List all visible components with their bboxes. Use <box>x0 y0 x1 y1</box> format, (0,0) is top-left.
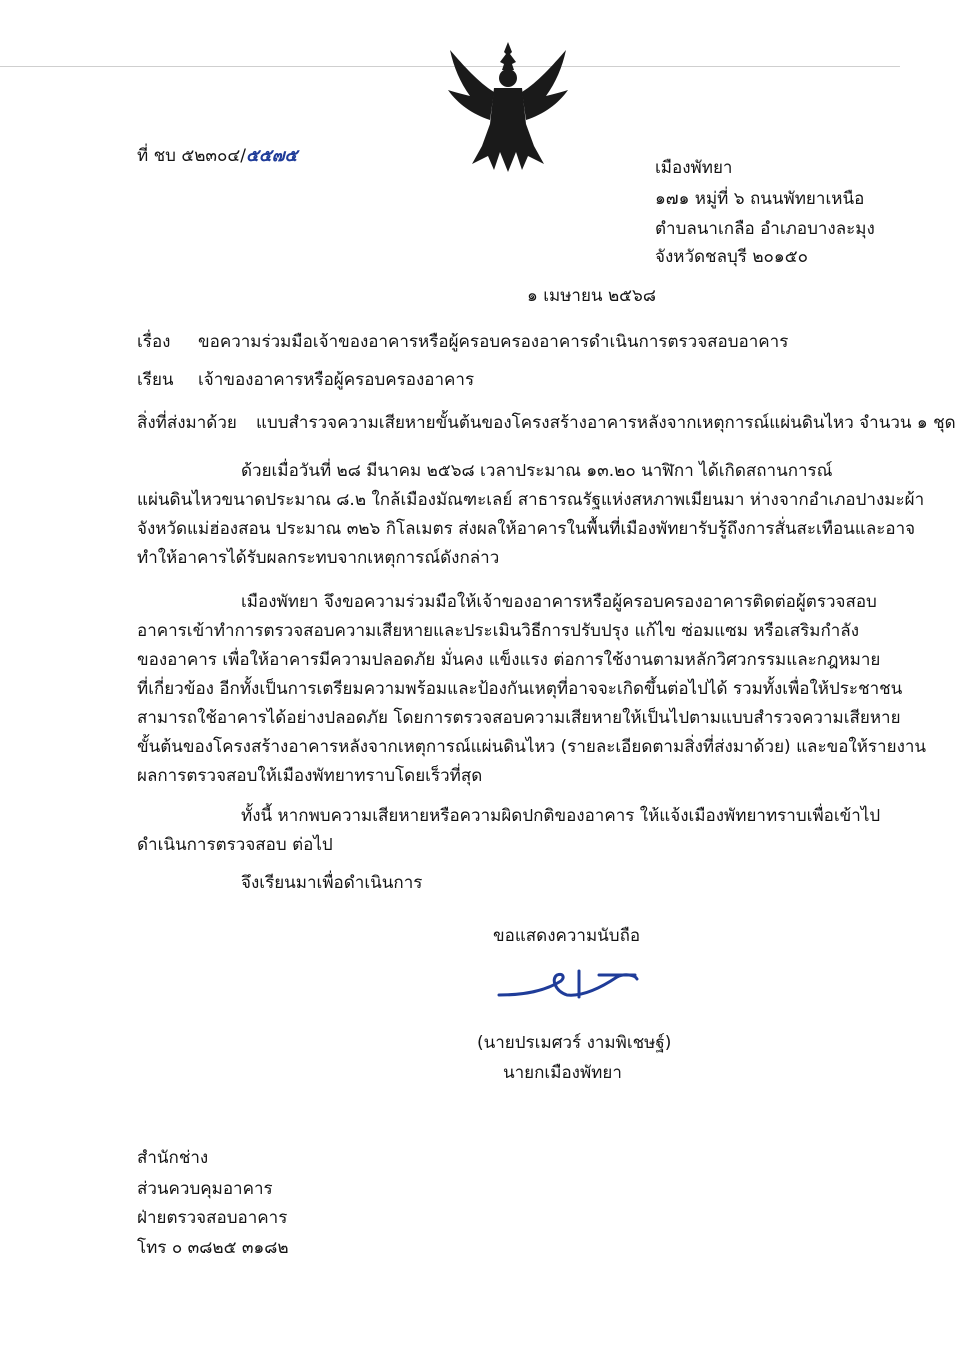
paragraph-line: จังหวัดแม่ฮ่องสอน ประมาณ ๓๒๖ กิโลเมตร ส่งผลให้อาคารในพื้นที่เมืองพัทยารับรู้ถึงการสั่นสะเทือนและอาจ <box>137 519 916 539</box>
sender-line-1: เมืองพัทยา <box>655 158 733 178</box>
body-paragraph-3 <box>137 802 881 860</box>
subject-label: เรื่อง <box>137 332 171 352</box>
footer-line-2: ส่วนควบคุมอาคาร <box>137 1179 273 1199</box>
attachment-text: แบบสำรวจความเสียหายขั้นต้นของโครงสร้างอาคารหลังจากเหตุการณ์แผ่นดินไหว จำนวน ๑ ชุด <box>256 413 956 433</box>
paragraph-line: เมืองพัทยา จึงขอความร่วมมือให้เจ้าของอาคารหรือผู้ครอบครองอาคารติดต่อผู้ตรวจสอบ <box>241 592 877 612</box>
footer-phone: โทร ๐ ๓๘๒๕ ๓๑๘๒ <box>137 1238 289 1258</box>
document-date: ๑ เมษายน ๒๕๖๘ <box>527 286 656 306</box>
subject-text: ขอความร่วมมือเจ้าของอาคารหรือผู้ครอบครองอาคารดำเนินการตรวจสอบอาคาร <box>198 332 789 352</box>
paragraph-line: แผ่นดินไหวขนาดประมาณ ๘.๒ ใกล้เมืองมัณฑะเลย์ สาธารณรัฐแห่งสหภาพเมียนมา ห่างจากอำเภอปางมะผ้า <box>137 490 925 510</box>
sender-line-2: ๑๗๑ หมู่ที่ ๖ ถนนพัทยาเหนือ <box>655 189 865 209</box>
footer-line-3: ฝ่ายตรวจสอบอาคาร <box>137 1208 288 1228</box>
paragraph-line: ทั้งนี้ หากพบความเสียหายหรือความผิดปกติของอาคาร ให้แจ้งเมืองพัทยาทราบเพื่อเข้าไป <box>241 806 881 826</box>
sender-line-4: จังหวัดชลบุรี ๒๐๑๕๐ <box>655 247 808 267</box>
body-paragraph-1 <box>137 457 925 573</box>
sender-line-3: ตำบลนาเกลือ อำเภอบางละมุง <box>655 219 875 239</box>
signer-name: (นายปรเมศวร์ งามพิเชษฐ์) <box>477 1033 672 1053</box>
recipient-text: เจ้าของอาคารหรือผู้ครอบครองอาคาร <box>198 370 475 390</box>
paragraph-line: ด้วยเมื่อวันที่ ๒๘ มีนาคม ๒๕๖๘ เวลาประมาณ ๑๓.๒๐ นาฬิกา ได้เกิดสถานการณ์ <box>241 461 833 481</box>
salutation: ขอแสดงความนับถือ <box>493 926 641 946</box>
doc-number <box>137 145 297 167</box>
closing-line: จึงเรียนมาเพื่อดำเนินการ <box>241 873 423 893</box>
paragraph-line: ผลการตรวจสอบให้เมืองพัทยาทราบโดยเร็วที่สุด <box>137 766 483 786</box>
paragraph-line: ของอาคาร เพื่อให้อาคารมีความปลอดภัย มั่นคง แข็งแรง ต่อการใช้งานตามหลักวิศวกรรมและกฎหมาย <box>137 650 881 670</box>
paragraph-line: สามารถใช้อาคารได้อย่างปลอดภัย โดยการตรวจสอบความเสียหายให้เป็นไปตามแบบสำรวจความเสียหาย <box>137 708 901 728</box>
doc-number-prefix: ที่ ชบ ๕๒๓๐๔/ <box>137 146 247 166</box>
attachment-label: สิ่งที่ส่งมาด้วย <box>137 413 237 433</box>
body-paragraph-2 <box>137 588 927 791</box>
footer-line-1: สำนักช่าง <box>137 1148 209 1168</box>
paragraph-line: ขั้นต้นของโครงสร้างอาคารหลังจากเหตุการณ์แผ่นดินไหว (รายละเอียดตามสิ่งที่ส่งมาด้วย) และขอให้รายงาน <box>137 737 927 757</box>
recipient-label: เรียน <box>137 370 174 390</box>
handwritten-signature <box>495 965 640 1005</box>
paragraph-line: ดำเนินการตรวจสอบ ต่อไป <box>137 835 333 855</box>
garuda-emblem-icon <box>442 38 574 180</box>
doc-number-handwritten: ๕๕๗๕ <box>246 146 298 166</box>
paragraph-line: ที่เกี่ยวข้อง อีกทั้งเป็นการเตรียมความพร้อมและป้องกันเหตุที่อาจจะเกิดขึ้นต่อไปได้ รวมทั้งเพื่อให้ประชาชน <box>137 679 903 699</box>
signer-position: นายกเมืองพัทยา <box>503 1063 622 1083</box>
paragraph-line: ทำให้อาคารได้รับผลกระทบจากเหตุการณ์ดังกล่าว <box>137 548 500 568</box>
paragraph-line: อาคารเข้าทำการตรวจสอบความเสียหายและประเมินวิธีการปรับปรุง แก้ไข ซ่อมแซม หรือเสริมกำลัง <box>137 621 860 641</box>
